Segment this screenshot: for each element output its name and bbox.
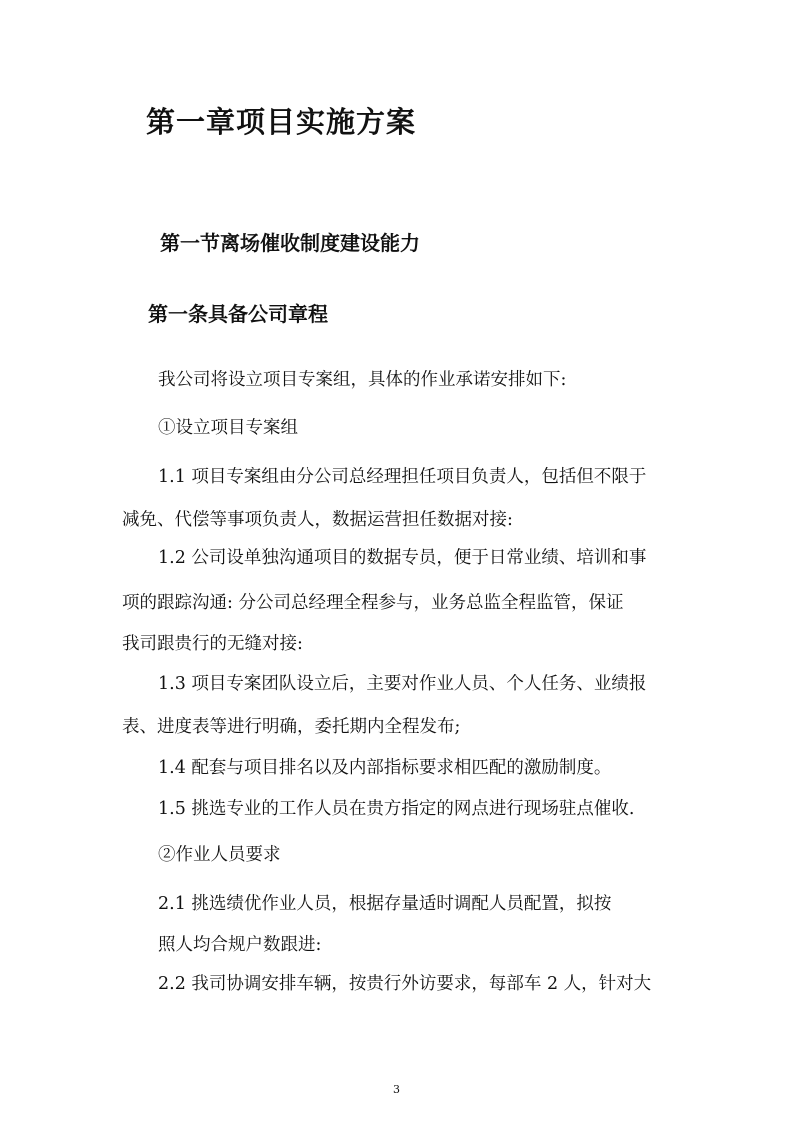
chapter-title: 第一章项目实施方案: [146, 105, 417, 139]
paragraph-line: 减免、代偿等事项负责人，数据运营担任数据对接:: [122, 510, 513, 530]
paragraph-line: 表、进度表等进行明确，委托期内全程发布;: [122, 717, 461, 737]
subheading-staff: ②作业人员要求: [158, 845, 281, 865]
page-number: 3: [393, 1083, 400, 1096]
paragraph-line: 2.1 挑选绩优作业人员，根据存量适时调配人员配置，拟按: [158, 894, 612, 914]
paragraph-line: 1.5 挑选专业的工作人员在贵方指定的网点进行现场驻点催收.: [158, 799, 635, 819]
article-title: 第一条具备公司章程: [148, 302, 328, 326]
subheading-team: ①设立项目专案组: [158, 418, 298, 438]
paragraph-line: 1.1 项目专案组由分公司总经理担任项目负责人，包括但不限于: [158, 467, 647, 487]
paragraph-line: 1.2 公司设单独沟通项目的数据专员，便于日常业绩、培训和事: [158, 548, 647, 568]
paragraph-line: 照人均合规户数跟进:: [158, 935, 322, 955]
paragraph-line: 1.3 项目专案团队设立后，主要对作业人员、个人任务、业绩报: [158, 674, 647, 694]
section-title: 第一节离场催收制度建设能力: [160, 231, 420, 255]
paragraph-intro: 我公司将设立项目专案组，具体的作业承诺安排如下:: [158, 370, 567, 390]
paragraph-line: 我司跟贵行的无缝对接:: [122, 634, 303, 654]
paragraph-line: 2.2 我司协调安排车辆，按贵行外访要求，每部车 2 人，针对大: [158, 974, 652, 994]
paragraph-line: 项的跟踪沟通: 分公司总经理全程参与，业务总监全程监管，保证: [122, 593, 624, 613]
paragraph-line: 1.4 配套与项目排名以及内部指标要求相匹配的激励制度。: [158, 758, 612, 778]
